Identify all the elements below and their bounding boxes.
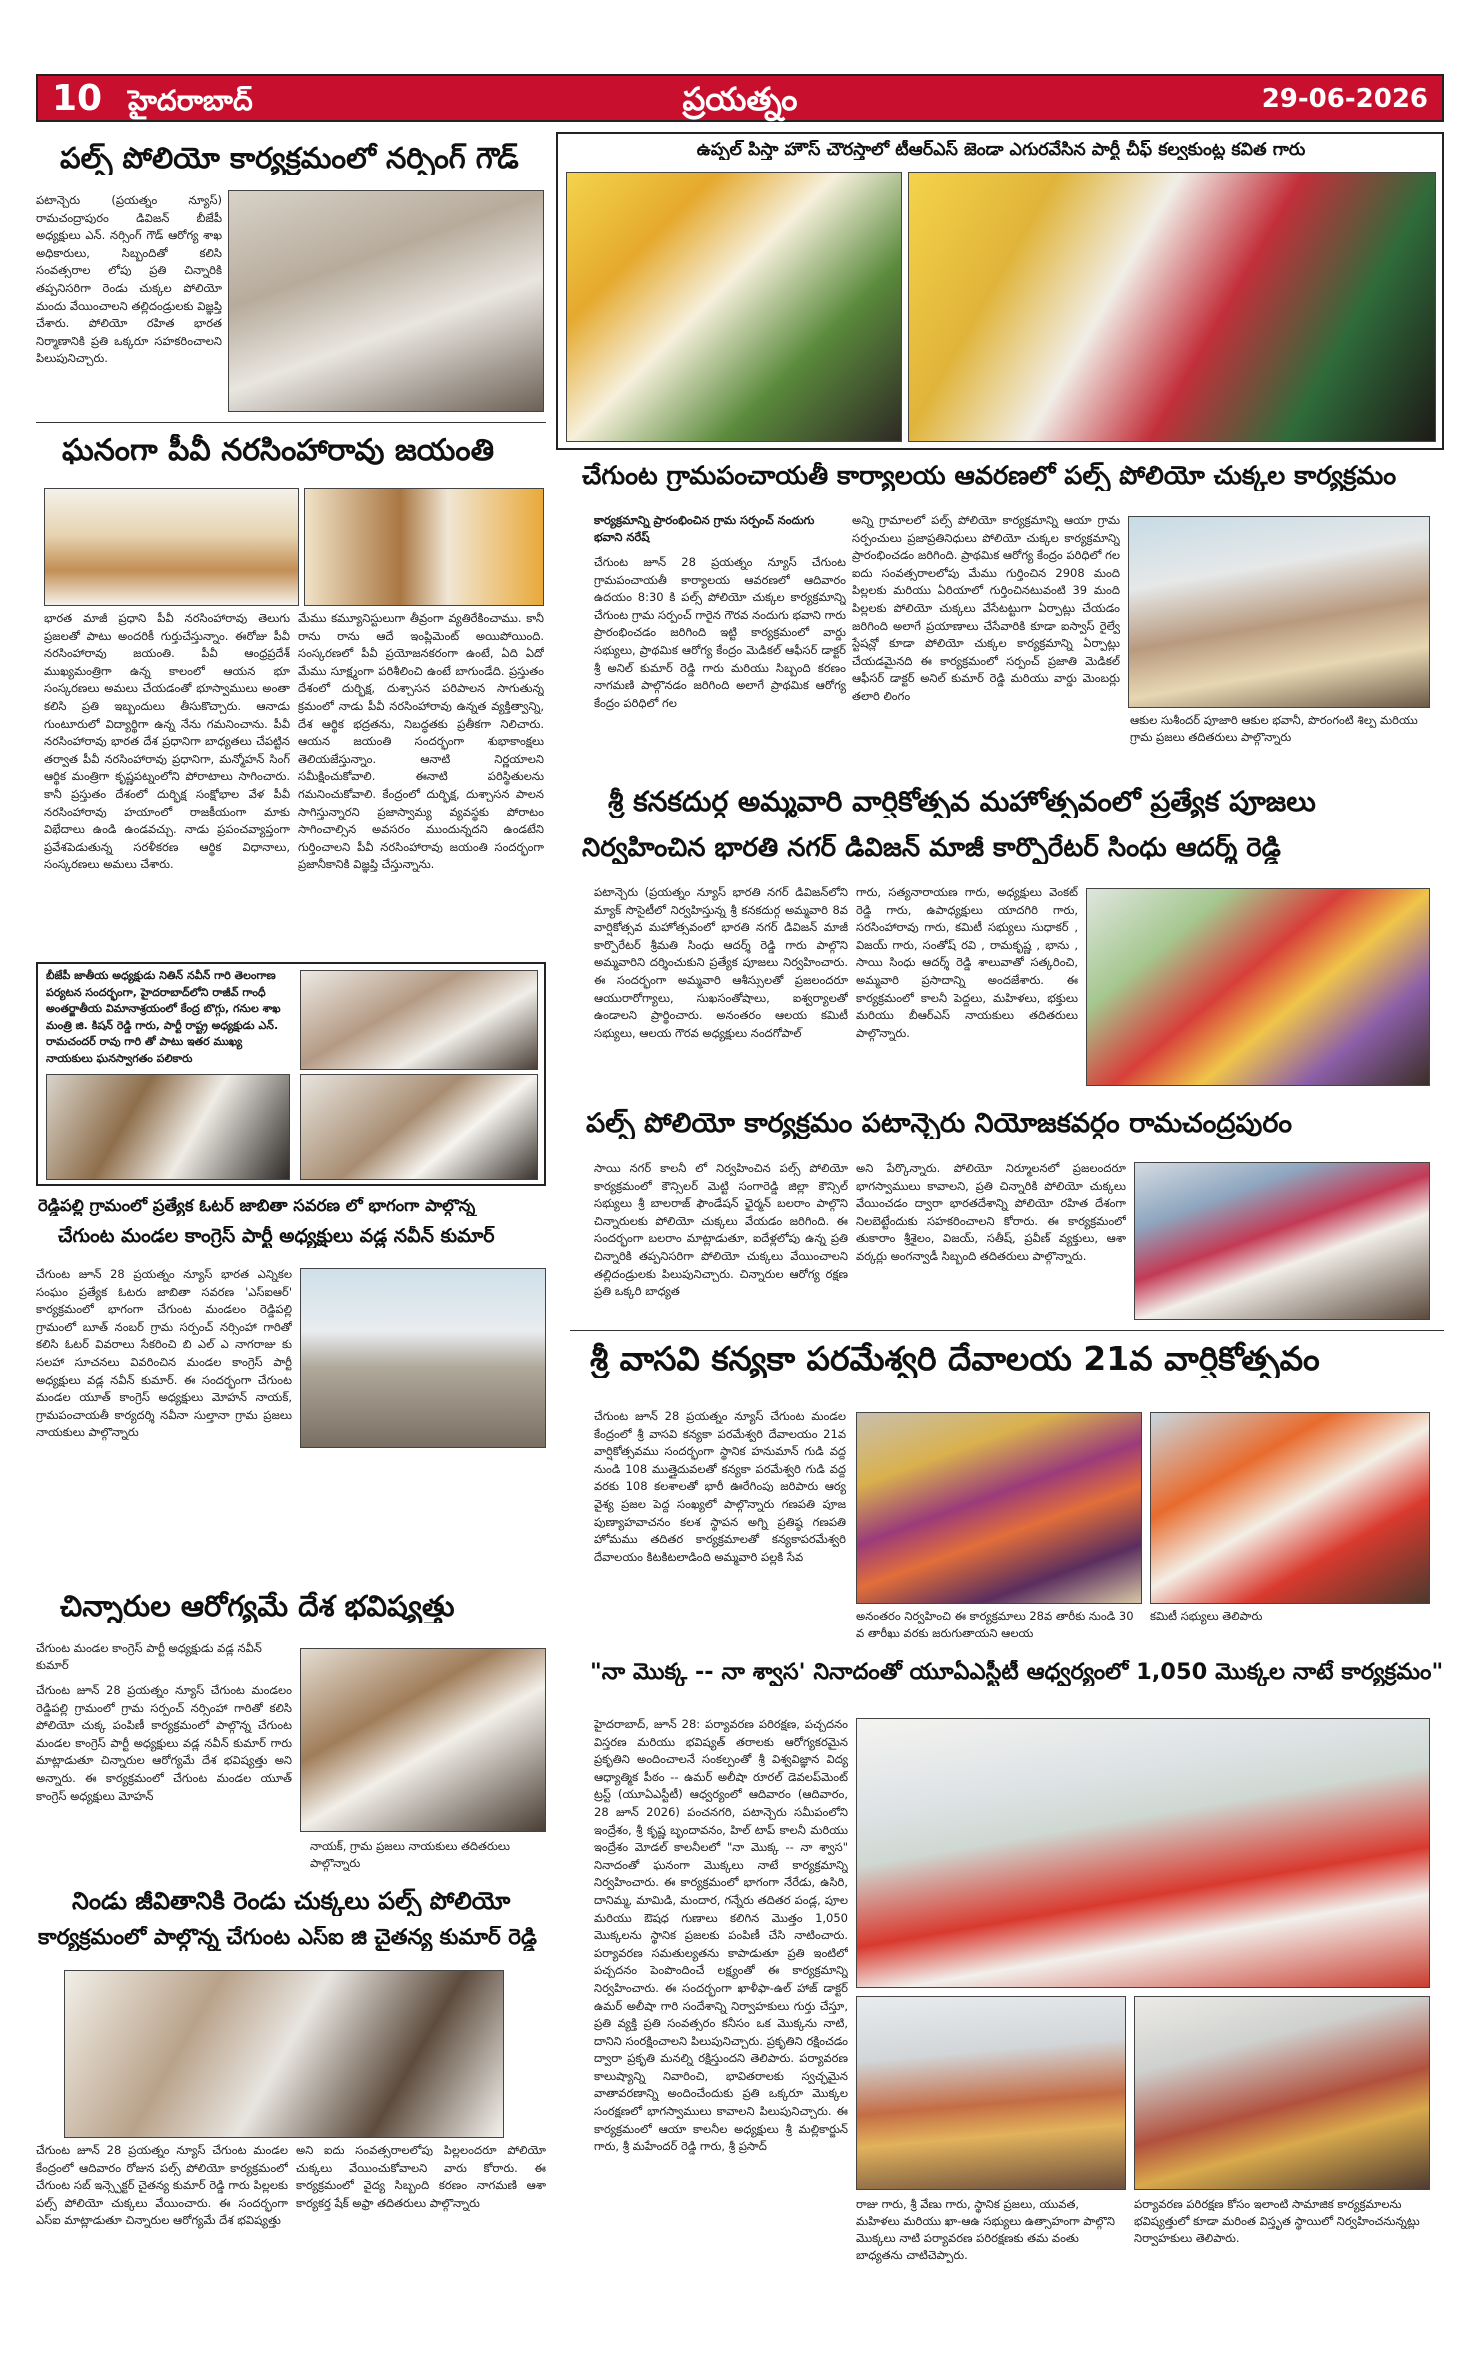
caption-children-health: నాయక్, గ్రామ ప్రజలు నాయకులు తదితరులు పాల్గొన్నారు <box>310 1839 510 1870</box>
edition-city: హైదరాబాద్ <box>128 84 253 117</box>
photo-vasavi-pallaki <box>1150 1412 1430 1604</box>
subhead-children-health: చేగుంట మండల కాంగ్రెస్ పార్టీ అధ్యక్షుడు వడ్ల నవీన్ కుమార్ <box>36 1641 262 1672</box>
caption-saplings-right: పర్యావరణ పరిరక్షణ కోసం ఇలాంటి సామాజిక కార్యక్రమాలను భవిష్యత్తులో కూడా మరింత విస్తృత స్థాయిలో నిర్వహించనున్నట్లు నిర్వాహకులు తెలిపారు. <box>1134 2197 1420 2245</box>
photo-nitin-airport-3 <box>300 1074 538 1180</box>
caption-vasavi-right: కమిటీ సభ్యులు తెలిపారు <box>1150 1609 1263 1623</box>
headline-reddypalli-line2: చేగుంట మండల కాంగ్రెస్ పార్టీ అధ్యక్షులు వడ్ల నవీన్ కుమార్ <box>58 1226 495 1247</box>
photo-chegunta-polio <box>1128 516 1430 708</box>
article-body-chaitanya-col2: అని ఐదు సంవత్సరాలలోపు పిల్లలందరూ పోలియో చుక్కలు వేయించుకోవాలని వారు కోరారు. ఈ కార్యక్రమంలో వైద్య సిబ్బంది కరణం నాగమణి ఆశా కార్యకర్త షేక్ అఫ్రా తదితరులు పాల్గొన్నారు <box>296 2143 546 2210</box>
subhead-chegunta-polio: కార్యక్రమాన్ని ప్రారంభించిన గ్రామ సర్పంచ్ నందుగు భవాని నరేష్ <box>594 513 815 544</box>
photo-nitin-airport-1 <box>300 970 538 1070</box>
article-body-pv-col2: మేము కమ్యూనిస్టులుగా తీవ్రంగా వ్యతిరేకించాము. కానీ రాను రాను ఆదే ఇంప్లిమెంట్ అయిపోయింది. సంస్కరణలో పీవీ ప్రయోజనకరంగా ఉంటే, ఏది ఏదో మేము సూక్ష్మంగా పరిశీలించి ఉంటే బాగుండేది. ప్రస్తుతం దేశంలో దుర్భిక్ష, దుశ్చాసన పరిపాలన సాగుతున్న క్రమంలో నాడు పీవీ నరసింహారావు ఉన్నత వ్యక్తిత్వాన్ని, దేశ ఆర్థిక భద్రతను, నిబద్ధతకు ప్రతీకగా నిలిచారు. ఆయన జయంతి సందర్భంగా శుభాకాంక్షలు తెలియజేస్తున్నాం. ఆనాటి నిర్ణయాలని సమీక్షించుకోవాలి. ఈనాటి పరిస్థితులను గమనించుకోవాలి. కేంద్రంలో దుర్భిక్ష, దుశ్చాసన పాలన సాగిస్తున్నారని ప్రజాస్వామ్య వ్యవస్థకు పోరాటం సాగించాల్సిన అవసరం ముందున్నదని ఉండటేని గుర్తించాలని పీవీ నరసింహారావు జయంతి సందర్భంగా ప్రజానీకానికి విజ్ఞప్తి చేస్తున్నాను. <box>298 611 544 872</box>
headline-children-health: చిన్నారుల ఆరోగ్యమే దేశ భవిష్యత్తు <box>60 1590 455 1623</box>
photo-polio-drops <box>228 190 544 412</box>
headline-pulse-narsing: పల్స్ పోలియో కార్యక్రమంలో నర్సింగ్ గౌడ్ <box>60 142 519 175</box>
article-body-kanakadurga-col2: గారు, సత్యనారాయణ గారు, అధ్యక్షులు వెంకట్ రెడ్డి గారు, ఉపాధ్యక్షులు యాదగిరి గారు, సరసింహారావు గారు, కమిటీ సభ్యులు సుధాకర్ , విజయ్ గారు, సంతోష్ రవి , రామకృష్ణ , భాను , సాయి సింధు ఆదర్శ్ రెడ్డి శాలువాతో సత్కరించి, అమ్మవారి ప్రసాదాన్ని అందజేశారు. ఈ కార్యక్రమంలో కాలనీ పెద్దలు, మహిళలు, భక్తులు మరియు బీఆర్ఎస్ నాయకులు తదితరులు పాల్గొన్నారు. <box>856 885 1078 1040</box>
photo-nitin-airport-2 <box>46 1074 290 1180</box>
photo-kanakadurga-puja <box>1086 888 1430 1086</box>
photo-kavitha-event-2 <box>908 172 1436 442</box>
divider <box>570 1330 1444 1331</box>
headline-kanakadurga-line1: శ్రీ కనకదుర్గ అమ్మవారి వార్షికోత్సవ మహోత్సవంలో ప్రత్యేక పూజలు <box>608 786 1316 818</box>
headline-kavitha-flag: ఉప్పల్ పిస్తా హౌస్ చౌరస్తాలో టీఆర్ఎస్ జెండా ఎగురవేసిన పార్టీ చీఫ్ కల్వకుంట్ల కవిత గారు <box>696 140 1306 160</box>
newspaper-name: ప్రయత్నం <box>682 80 798 118</box>
caption-vasavi-left: అనంతరం నిర్వహించి ఈ కార్యక్రమాలు 28వ తారీకు నుండి 30 వ తారీఖు వరకు జరుగుతాయని ఆలయ <box>856 1609 1134 1640</box>
photo-kavitha-event-1 <box>566 172 902 442</box>
article-body-chegunta-col1: చేగుంట జూన్ 28 ప్రయత్నం న్యూస్ చేగుంట గ్రామపంచాయతీ కార్యాలయ ఆవరణలో ఆదివారం ఉదయం 8:30 కి పల్స్ పోలియో చుక్కల కార్యక్రమాన్ని చేగుంట గ్రామ సర్పంచ్ గారైన గౌరవ నందుగు భవాని గారు ప్రారంభించడం జరిగింది ఇట్టి కార్యక్రమంలో వార్డు సభ్యులు, ప్రాథమిక ఆరోగ్య కేంద్రం మెడికల్ ఆఫీసర్ డాక్టర్ శ్రీ అనిల్ కుమార్ రెడ్డి గారు మరియు సిబ్బంది కరణం నాగమణి పాల్గొనడం జరిగింది అలాగే ప్రాథమిక ఆరోగ్య కేంద్రం పరిధిలో గల <box>594 555 846 710</box>
page-number: 10 <box>52 78 103 119</box>
headline-reddypalli-line1: రెడ్డిపల్లి గ్రామంలో ప్రత్యేక ఓటర్ జాబితా సవరణ లో భాగంగా పాల్గొన్న <box>38 1197 476 1215</box>
headline-chaitanya-line2: కార్యక్రమంలో పాల్గొన్న చేగుంట ఎస్ఐ జి చైతన్య కుమార్ రెడ్డి <box>38 1926 537 1950</box>
headline-kanakadurga-line2: నిర్వహించిన భారతి నగర్ డివిజన్ మాజీ కార్పొరేటర్ సింధు ఆదర్శ్ రెడ్డి <box>582 834 1281 863</box>
caption-nitin-welcome: బీజేపీ జాతీయ అధ్యక్షుడు నితిన్ నవీన్ గారి తెలంగాణ పర్యటన సందర్భంగా, హైదరాబాద్‌లోని రాజీవ్ గాంధీ అంతర్జాతీయ విమానాశ్రయంలో కేంద్ర బొగ్గు, గనుల శాఖ మంత్రి జి. కిషన్ రెడ్డి గారు, పార్టీ రాష్ట్ర అధ్యక్షుడు ఎన్. రామచందర్ రావు గారి తో పాటు ఇతర ముఖ్య నాయకులు ఘనస్వాగతం పలికారు <box>46 969 281 1065</box>
photo-saplings-crowd <box>856 1996 1126 2190</box>
article-body-kanakadurga-col1: పటాన్చెరు (ప్రయత్నం న్యూస్ భారతి నగర్ డివిజన్‌లోని మ్యాక్ సొసైటీలో నిర్వహిస్తున్న శ్రీ కనకదుర్గ అమ్మవారి 8వ వార్షికోత్సవ మహోత్సవంలో భారతి నగర్ డివిజన్ మాజీ కార్పొరేటర్ శ్రీమతి సింధు ఆదర్శ్ రెడ్డి గారు పాల్గొని అమ్మవారిని దర్శించుకుని ప్రత్యేక పూజలు నిర్వహించారు. ఈ సందర్భంగా అమ్మవారి ఆశీస్సులతో ప్రజలందరూ ఆయురారోగ్యాలు, సుఖసంతోషాలు, ఐశ్వర్యాలతో ఉండాలని ప్రార్థించారు. అనంతరం ఆలయ కమిటీ సభ్యులు, ఆలయ గౌరవ అధ్యక్షులు నందగోపాల్ <box>594 885 848 1040</box>
article-body-saplings: హైదరాబాద్, జూన్ 28: పర్యావరణ పరిరక్షణ, పచ్చదనం విస్తరణ మరియు భవిష్యత్ తరాలకు ఆరోగ్యకరమైన ప్రకృతిని అందించాలనే సంకల్పంతో శ్రీ విశ్వవిజ్ఞాన విద్య ఆధ్యాత్మిక పీఠం -- ఉమర్ అలీషా రూరల్ డెవలప్‌మెంట్ ట్రస్ట్ (యూఏఎస్టీటీ) ఆధ్వర్యంలో ఆదివారం (ఆదివారం, 28 జూన్ 2026) పంచనగరి, పటాన్చెరు సమీపంలోని ఇంద్రేశం, శ్రీ కృష్ణ బృందావనం, హిల్ టాప్ కాలనీ మరియు ఇంద్రేశం మోడల్ కాలనీలలో "నా మొక్క -- నా శ్వాస" నినాదంతో ఘనంగా మొక్కలు నాటే కార్యక్రమాన్ని నిర్వహించారు. ఈ కార్యక్రమంలో భాగంగా నేరేడు, ఉసిరి, దానిమ్మ, మామిడి, మందార, గన్నేరు తదితర పండ్ల, పూల మరియు ఔషధ గుణాలు కలిగిన మొత్తం 1,050 మొక్కలను స్థానిక ప్రజలకు పంపిణీ చేసి నాటించారు. పర్యావరణ సమతుల్యతను కాపాడుతూ ప్రతి ఇంటిలో పచ్చదనం పెంపొందించే లక్ష్యంతో ఈ కార్యక్రమాన్ని నిర్వహించారు. ఈ సందర్భంగా ఖాళీఫా-ఉల్ హాజ్ డాక్టర్ ఉమర్ అలీషా గారి సందేశాన్ని నిర్వాహకులు గుర్తు చేస్తూ, ప్రతి వ్యక్తి ప్రతి సంవత్సరం కనీసం ఒక మొక్కను నాటి, దానిని సంరక్షించాలని పిలుపునిచ్చారు. ప్రకృతిని రక్షించడం ద్వారా ప్రకృతి మనల్ని రక్షిస్తుందని తెలిపారు. పర్యావరణ కాలుష్యాన్ని నివారించి, భావితరాలకు స్వచ్ఛమైన వాతావరణాన్ని అందించేందుకు ప్రతి ఒక్కరూ మొక్కల సంరక్షణలో భాగస్వాములు కావాలని పిలుపునిచ్చారు. ఈ కార్యక్రమంలో ఆయా కాలనీల అధ్యక్షులు శ్రీ మల్లికార్జున్ గారు, శ్రీ మహేందర్ రెడ్డి గారు, శ్రీ ప్రసాద్ <box>594 1717 848 2154</box>
headline-chaitanya-line1: నిండు జీవితానికి రెండు చుక్కలు పల్స్ పోలియో <box>72 1888 511 1915</box>
headline-ramachandrapuram: పల్స్ పోలియో కార్యక్రమం పటాన్చెరు నియోజకవర్గం రామచంద్రపురం <box>586 1108 1293 1139</box>
article-body-chegunta-col2: అన్ని గ్రామాలలో పల్స్ పోలియో కార్యక్రమాన్ని ఆయా గ్రామ సర్పంచులు ప్రజాప్రతినిధులు పోలియో చుక్కల కార్యక్రమాన్ని ప్రారంభించడం జరిగింది. ప్రాథమిక ఆరోగ్య కేంద్రం పరిధిలో గల ఐదు సంవత్సరాలలోపు మేము గుర్తించిన 2908 మంది పిల్లలకు మరియు ఏరియాలో గుర్తించినటువంటి 39 మంది పిల్లలకు పోలియో చుక్కలు వేసేటట్టుగా ఏర్పాట్లు చేయడం జరిగింది అలాగే ప్రయాణాలు చేసేవారికి కూడా ఐస్వాస్ రైల్వే స్టేషన్లో కూడా పోలియో చుక్కల కార్యక్రమాన్ని ఏర్పాట్లు చేయడమైనది ఈ కార్యక్రమంలో సర్పంచ్ ప్రజాతి మెడికల్ ఆఫీసర్ డాక్టర్ అనిల్ కుమార్ రెడ్డి మరియు వార్డు మెంబర్లు తలారి లింగం <box>852 513 1120 703</box>
photo-children-health <box>300 1648 546 1832</box>
article-body-pulse-narsing: పటాన్చెరు (ప్రయత్నం న్యూస్) రామచంద్రాపురం డివిజన్ బీజేపీ అధ్యక్షులు ఎన్. నర్సింగ్ గౌడ్ ఆరోగ్య శాఖ అధికారులు, సిబ్బందితో కలిసి సంవత్సరాల లోపు ప్రతి చిన్నారికి తప్పనిసరిగా రెండు చుక్కల పోలియో మందు వేయించాలని తల్లిదండ్రులకు విజ్ఞప్తి చేశారు. పోలియో రహిత భారత నిర్మాణానికి ప్రతి ఒక్కరూ సహకరించాలని పిలుపునిచ్చారు. <box>36 193 222 366</box>
article-body-chaitanya-col1: చేగుంట జూన్ 28 ప్రయత్నం న్యూస్ చేగుంట మండల కేంద్రంలో ఆదివారం రోజున పల్స్ పోలియో కార్యక్రమంలో చేగుంట సబ్ ఇన్స్పెక్టర్ చైతన్య కుమార్ రెడ్డి గారు పిల్లలకు పల్స్ పోలియో చుక్కలు వేయించారు. ఈ సందర్భంగా ఎస్ఐ మాట్లాడుతూ చిన్నారుల ఆరోగ్యమే దేశ భవిష్యత్తు <box>36 2143 288 2228</box>
photo-saplings-leaders <box>856 1718 1430 1988</box>
photo-pv-speaker <box>304 488 544 606</box>
photo-vasavi-procession <box>856 1412 1142 1604</box>
caption-saplings-left: రాజు గారు, శ్రీ వేణు గారు, స్థానిక ప్రజలు, యువత, మహిళలు మరియు ఖా-ఆఉ సభ్యులు ఉత్సాహంగా పాల్గొని మొక్కలు నాటి పర్యావరణ పరిరక్షణకు తమ వంతు బాధ్యతను చాటిచెప్పారు. <box>856 2197 1115 2262</box>
divider <box>36 422 546 423</box>
edition-date: 29-06-2026 <box>1261 84 1428 114</box>
headline-saplings-program: "నా మొక్క -- నా శ్వాస' నినాదంతో యూఏఎస్టీటీ ఆధ్వర్యంలో 1,050 మొక్కల నాటే కార్యక్రమం" <box>590 1660 1444 1685</box>
article-body-reddypalli: చేగుంట జూన్ 28 ప్రయత్నం న్యూస్ భారత ఎన్నికల సంఘం ప్రత్యేక ఓటరు జాబితా సవరణ 'ఎస్ఐఆర్' కార్యక్రమంలో భాగంగా చేగుంట మండలం రెడ్డిపల్లి గ్రామంలో బూత్ నంబర్ గ్రామ సర్పంచ్ నర్సింహా గారితో కలిసి ఓటర్ వివరాలు సేకరించి బి ఎల్ ఎ నాగరాజు కు సలహా సూచనలు వివరించిన మండల కాంగ్రెస్ పార్టీ అధ్యక్షులు వడ్ల నవీన్ కుమార్. ఈ సందర్భంగా చేగుంట మండల యూత్ కాంగ్రెస్ అధ్యక్షులు మోహన్ నాయక్, గ్రామపంచాయతీ కార్యదర్శి నవీనా సుల్తానా గ్రామ ప్రజలు నాయకులు పాల్గొన్నారు <box>36 1267 292 1440</box>
masthead <box>36 74 1444 122</box>
article-body-vasavi: చేగుంట జూన్ 28 ప్రయత్నం న్యూస్ చేగుంట మండల కేంద్రంలో శ్రీ వాసవి కన్యకా పరమేశ్వరి దేవాలయం 21వ వార్షికోత్సవము సందర్భంగా స్థానిక హనుమాన్ గుడి వద్ద నుండి 108 ముత్తైదువలతో కన్యకా పరమేశ్వరి గుడి వద్ద వరకు 108 కలశాలతో భారీ ఊరేగింపు జరిపారు ఆర్య వైశ్య ప్రజల పెద్ద సంఖ్యలో పాల్గొన్నారు గణపతి పూజ పుణ్యాహవాచనం కలశ స్థాపన అగ్ని ప్రతిష్ఠ గణపతి హోమము తదితర కార్యక్రమాలతో కన్యకాపరమేశ్వరి దేవాలయం కిటకిటలాడింది అమ్మవారి పల్లకి సేవ <box>594 1409 846 1564</box>
article-body-ramachandrapuram-col1: సాయి నగర్ కాలనీ లో నిర్వహించిన పల్స్ పోలియో కార్యక్రమంలో కౌన్సిలర్ మెట్టి సంగారెడ్డి జిల్లా కౌన్సిల్ సభ్యులు శ్రీ బాలరాజ్ ఫౌండేషన్ ఛైర్మన్ బలరాం పాల్గొని చిన్నారులకు పోలియో చుక్కలు వేయడం జరిగింది. ఈ సందర్భంగా బలరాం మాట్లాడుతూ, ఐదేళ్లలోపు ఉన్న ప్రతి చిన్నారికి తప్పనిసరిగా పోలియో చుక్కలు వేయించాలని తల్లిదండ్రులకు పిలుపునిచ్చారు. చిన్నారుల ఆరోగ్య రక్షణ ప్రతి ఒక్కరి బాధ్యత <box>594 1161 848 1299</box>
headline-pv-jayanti: ఘనంగా పీవీ నరసింహారావు జయంతి <box>62 434 495 468</box>
photo-chaitanya-polio <box>64 1970 504 2138</box>
headline-chegunta-polio: చేగుంట గ్రామపంచాయతీ కార్యాలయ ఆవరణలో పల్స్ పోలియో చుక్కల కార్యక్రమం <box>582 462 1397 491</box>
caption-chegunta-polio: ఆకుల సుశీందర్ పూజారి ఆకుల భవానీ, పొరంగంటి శిల్ప మరియు గ్రామ ప్రజలు తదితరులు పాల్గొన్నారు <box>1130 713 1418 744</box>
photo-saplings-stage <box>1134 1996 1430 2190</box>
photo-ramachandrapuram-polio <box>1134 1162 1430 1320</box>
article-body-children-health: చేగుంట జూన్ 28 ప్రయత్నం న్యూస్ చేగుంట మండలం రెడ్డిపల్లి గ్రామంలో గ్రామ సర్పంచ్ నర్సింహా గారితో కలిసి పోలియో చుక్క పంపిణీ కార్యక్రమంలో పాల్గొన్న చేగుంట మండల కాంగ్రెస్ పార్టీ అధ్యక్షులు వడ్ల నవీన్ కుమార్ గారు మాట్లాడుతూ చిన్నారుల ఆరోగ్యమే దేశ భవిష్యత్తు అని అన్నారు. ఈ కార్యక్రమంలో చేగుంట మండల యూత్ కాంగ్రెస్ అధ్యక్షులు మోహన్ <box>36 1683 292 1803</box>
photo-reddypalli-voters <box>300 1268 546 1448</box>
article-body-ramachandrapuram-col2: అని పేర్కొన్నారు. పోలియో నిర్మూలనలో ప్రజలందరూ భాగస్వాములు కావాలని, ప్రతి చిన్నారికి పోలియో చుక్కలు వేయించడం ద్వారా భారతదేశాన్ని పోలియో రహిత దేశంగా నిలబెట్టేందుకు సహకరించాలని కోరారు. ఈ కార్యక్రమంలో తుకారాం శ్రీశైలం, విజయ్, సతీష్, ప్రవీణ్ వ్యక్తులు, ఆశా వర్కర్లు అంగన్వాడీ సిబ్బంది తదితరులు పాల్గొన్నారు. <box>856 1161 1126 1263</box>
photo-pv-event-hall <box>44 488 299 606</box>
article-body-pv-col1: భారత మాజీ ప్రధాని పీవీ నరసింహారావు తెలుగు ప్రజలతో పాటు అందరికీ గుర్తుచేస్తున్నాం. ఈరోజు పీవీ నరసింహారావు జయంతి. పీవీ ఆంధ్రప్రదేశ్ ముఖ్యమంత్రిగా ఉన్న కాలంలో ఆయన భూ సంస్కరణలు అమలు చేయడంతో భూస్వాములు అంతా కలిసి ప్రతి ఇబ్బందులు తీసుకొచ్చారు. ఆనాడు గుంటూరులో విద్యార్థిగా ఉన్న నేను గమనించాను. పీవీ నరసింహారావు భారత దేశ ప్రధానిగా బాధ్యతలు చేపట్టిన తర్వాత పీవీ నరసింహారావు ప్రధానిగా, మన్మోహన్ సింగ్ ఆర్థిక మంత్రిగా కృష్ణపట్నంలోని పోరాటాలు సాగించారు. కానీ ప్రస్తుతం దేశంలో దుర్భిక్ష సంక్షోభాల వేళ పీవీ నరసింహారావు హయాంలో రాజకీయంగా మాకు విభేదాలు ఉండి ఉండవచ్చు. నాడు ప్రపంచవ్యాప్తంగా ప్రవేశపెడుతున్న సరళీకరణ ఆర్థిక విధానాలు, సంస్కరణలు అమలు చేశారు. <box>44 611 290 872</box>
headline-vasavi-anniversary: శ్రీ వాసవి కన్యకా పరమేశ్వరి దేవాలయ 21వ వార్షికోత్సవం <box>590 1340 1320 1378</box>
